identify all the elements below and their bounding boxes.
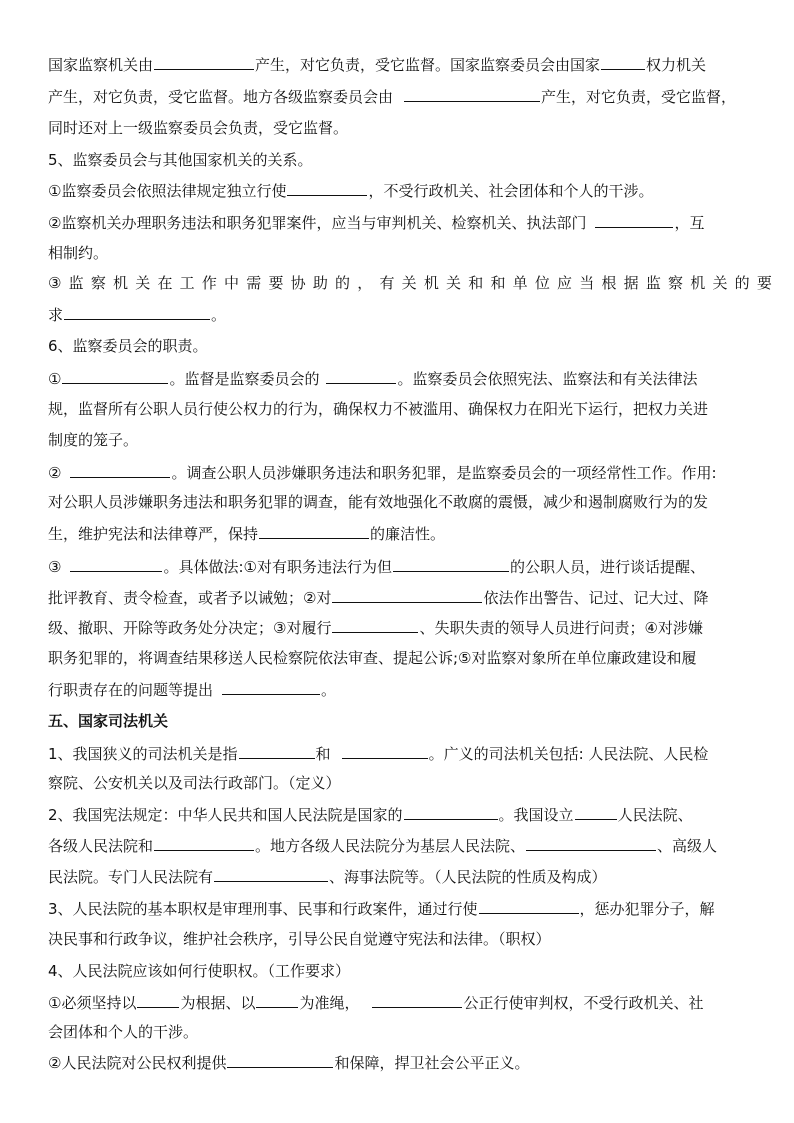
text-segment: 2、我国宪法规定：中华人民共和国人民法院是国家的 (48, 806, 403, 824)
text-segment: 为根据、以 (180, 994, 256, 1012)
text-segment: 。具体做法:①对有职务违法行为但 (163, 558, 392, 576)
text-segment: ①必须坚持以 (48, 994, 137, 1012)
text-segment: 人民法院、 (617, 806, 693, 824)
text-segment: 五、国家司法机关 (48, 712, 169, 730)
text-line (48, 804, 693, 824)
fill-blank[interactable] (256, 992, 298, 1008)
text-segment: 。广义的司法机关包括: 人民法院、人民检 (428, 745, 709, 763)
text-segment: ③监察机关在工作中需要协助的，有关机关和和单位应当根据监察机关的要 (48, 274, 780, 292)
text-segment: ② (48, 464, 62, 482)
fill-blank[interactable] (342, 743, 428, 759)
text-line (48, 898, 715, 918)
fill-blank[interactable] (154, 835, 254, 851)
text-segment: 。 (211, 306, 227, 324)
text-line (48, 743, 708, 763)
text-segment: 产生，对它负责，受它监督， (541, 88, 737, 106)
text-segment: 、海事法院等。（人民法院的性质及构成） (329, 868, 607, 886)
text-segment: 3、人民法院的基本职权是审理刑事、民事和行政案件，通过行使 (48, 900, 478, 918)
text-segment: 1、我国狭义的司法机关是指 (48, 745, 238, 763)
text-segment: ②监察机关办理职务违法和职务犯罪案件，应当与审判机关、检察机关、执法部门 (48, 214, 587, 232)
text-segment: 对公职人员涉嫌职务违法和职务犯罪的调查，能有效地强化不敢腐的震慑，减少和遏制腐败行为的发 (48, 493, 709, 511)
fill-blank[interactable] (332, 617, 418, 633)
text-line (48, 399, 708, 419)
text-segment: ① (48, 370, 62, 388)
text-line (48, 1022, 198, 1042)
section-heading (48, 711, 168, 731)
text-segment: 相制约。 (48, 244, 109, 262)
fill-blank[interactable] (64, 304, 210, 320)
text-line (48, 430, 138, 450)
text-segment: 批评教育、责令检查，或者予以诫勉；②对 (48, 589, 332, 607)
fill-blank[interactable] (62, 368, 168, 384)
text-segment: 公正行使审判权，不受行政机关、社 (463, 994, 704, 1012)
fill-blank[interactable] (137, 992, 179, 1008)
text-segment: ②人民法院对公民权利提供 (48, 1054, 227, 1072)
text-segment: 和保障，捍卫社会公平正义。 (334, 1054, 530, 1072)
text-segment: 、高级人 (657, 837, 718, 855)
fill-blank[interactable] (70, 462, 170, 478)
fill-blank[interactable] (214, 866, 328, 882)
text-segment: 。 (321, 681, 337, 699)
fill-blank[interactable] (326, 368, 396, 384)
text-line (48, 835, 717, 855)
text-segment: 产生，对它负责，受它监督。国家监察委员会由国家 (255, 56, 601, 74)
text-segment: 6、监察委员会的职责。 (48, 337, 208, 355)
text-segment: 产生，对它负责，受它监督。地方各级监察委员会由 (48, 88, 394, 106)
text-line (48, 243, 108, 263)
fill-blank[interactable] (259, 523, 369, 539)
text-line (48, 866, 607, 886)
text-segment: 5、监察委员会与其他国家机关的关系。 (48, 151, 313, 169)
text-line (48, 462, 717, 482)
text-line (48, 648, 697, 668)
text-segment: 行职责存在的问题等提出 (48, 681, 214, 699)
text-segment: 决民事和行政争议，维护社会秩序，引导公民自觉遵守宪法和法律。（职权） (48, 930, 551, 948)
text-segment: ①监察委员会依照法律规定独立行使 (48, 182, 287, 200)
text-line (48, 679, 336, 699)
text-segment: ，互 (674, 214, 705, 232)
text-line (48, 304, 226, 324)
text-line (48, 54, 706, 74)
section-item-title (48, 150, 313, 170)
text-segment: 同时还对上一级监察委员会负责，受它监督。 (48, 119, 349, 137)
fill-blank[interactable] (70, 556, 162, 572)
text-segment: 的公职人员，进行谈话提醒、 (509, 558, 705, 576)
text-segment: 国家监察机关由 (48, 56, 154, 74)
text-segment: 权力机关 (646, 56, 707, 74)
fill-blank[interactable] (575, 804, 617, 820)
text-line (48, 118, 348, 138)
fill-blank[interactable] (222, 679, 320, 695)
text-line (48, 212, 704, 232)
fill-blank[interactable] (393, 556, 509, 572)
text-line (48, 180, 653, 200)
fill-blank[interactable] (227, 1052, 333, 1068)
text-line (48, 929, 551, 949)
fill-blank[interactable] (526, 835, 656, 851)
text-line (48, 273, 779, 293)
text-segment: 会团体和个人的干涉。 (48, 1023, 199, 1041)
fill-blank[interactable] (404, 86, 540, 102)
text-segment: 规，监督所有公职人员行使公权力的行为，确保权力不被滥用、确保权力在阳光下运行，把权力关进 (48, 400, 709, 418)
text-segment: 。地方各级人民法院分为基层人民法院、 (255, 837, 526, 855)
text-line (48, 992, 704, 1012)
section-item-title (48, 336, 208, 356)
text-line (48, 86, 736, 106)
text-segment: 生，维护宪法和法律尊严，保持 (48, 525, 259, 543)
text-line (48, 368, 697, 388)
text-line (48, 523, 445, 543)
text-segment: 各级人民法院和 (48, 837, 154, 855)
fill-blank[interactable] (154, 54, 254, 70)
text-segment: 4、人民法院应该如何行使职权。（工作要求） (48, 962, 351, 980)
text-line (48, 556, 705, 576)
text-line (48, 1052, 529, 1072)
text-segment: 求 (48, 306, 64, 324)
text-segment: 的廉洁性。 (370, 525, 446, 543)
text-segment: 察院、公安机关以及司法行政部门。（定义） (48, 774, 341, 792)
text-segment: ③ (48, 558, 62, 576)
fill-blank[interactable] (404, 804, 498, 820)
fill-blank[interactable] (332, 587, 482, 603)
text-segment: 为准绳， (299, 994, 360, 1012)
text-line (48, 492, 708, 512)
fill-blank[interactable] (595, 212, 673, 228)
text-segment: 。我国设立 (498, 806, 574, 824)
fill-blank[interactable] (372, 992, 462, 1008)
text-segment: 。监督是监察委员会的 (169, 370, 320, 388)
text-segment: 民法院。专门人民法院有 (48, 868, 214, 886)
text-segment: 。监察委员会依照宪法、监察法和有关法律法 (397, 370, 698, 388)
text-line (48, 587, 708, 607)
fill-blank[interactable] (479, 898, 579, 914)
text-segment: 级、撤职、开除等政务处分决定；③对履行 (48, 619, 332, 637)
text-segment: 依法作出警告、记过、记大过、降 (483, 589, 709, 607)
text-line (48, 961, 350, 981)
text-line (48, 617, 703, 637)
text-segment: 职务犯罪的，将调查结果移送人民检察院依法审查、提起公诉;⑤对监察对象所在单位廉政建设和履 (48, 649, 697, 667)
text-line (48, 773, 341, 793)
text-segment: ，不受行政机关、社会团体和个人的干涉。 (368, 182, 654, 200)
text-segment: 、失职失责的领导人员进行问责；④对涉嫌 (419, 619, 703, 637)
fill-blank[interactable] (239, 743, 315, 759)
fill-blank[interactable] (287, 180, 367, 196)
text-segment: 和 (315, 745, 331, 763)
text-segment: 制度的笼子。 (48, 431, 139, 449)
fill-blank[interactable] (601, 54, 645, 70)
text-segment: 。调查公职人员涉嫌职务违法和职务犯罪，是监察委员会的一项经常性工作。作用: (171, 464, 717, 482)
text-segment: ，惩办犯罪分子，解 (579, 900, 715, 918)
